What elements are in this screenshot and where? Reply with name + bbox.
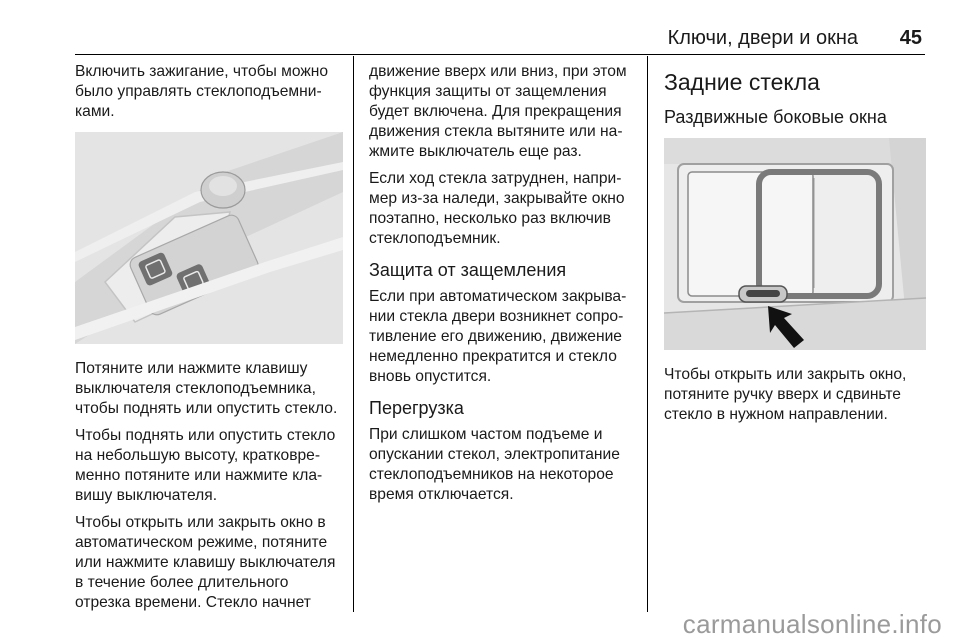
column-divider	[647, 56, 648, 612]
header-title: Ключи, двери и окна	[667, 27, 858, 49]
paragraph: Потяните или нажмите клавишу выключателя стеклоподъемника, чтобы поднять или опустить стекло.	[75, 360, 338, 417]
sliding-window-illustration	[664, 138, 926, 350]
paragraph: При слишком частом подъеме и опускании стекол, электропитание стеклоподъемников на некоторое время отключается.	[369, 426, 620, 503]
window-switch-illustration	[75, 132, 343, 344]
subheading: Перегрузка	[369, 398, 464, 418]
column-right	[664, 62, 926, 432]
section-heading: Задние стекла	[664, 69, 820, 95]
watermark: carmanualsonline.info	[682, 609, 942, 639]
column-left	[75, 62, 343, 620]
paragraph: движение вверх или вниз, при этом функция защиты от защемления будет включена. Для прекращения движения стекла вытяните или нажмите выключатель еще раз.	[369, 63, 627, 160]
paragraph: Чтобы открыть или закрыть окно в автоматическом режиме, потяните или нажмите клавишу выключателя в течение более длительного отрезка времени. Стекло начнет	[75, 514, 336, 611]
paragraph: Чтобы открыть или закрыть окно, потяните ручку вверх и сдвиньте стекло в нужном направлении.	[664, 366, 907, 423]
column-divider	[353, 56, 354, 612]
paragraph: Чтобы поднять или опустить стекло на небольшую высоту, кратковременно потяните или нажмите клавишу выключателя.	[75, 427, 336, 504]
paragraph: Включить зажигание, чтобы можно было управлять стеклоподъемниками.	[75, 63, 329, 120]
header-rule	[75, 54, 925, 55]
subheading: Защита от защемления	[369, 260, 567, 280]
paragraph: Если при автоматическом закрывании стекла двери возникнет сопротивление его движению, движение немедленно прекратится и стекло вновь опустится.	[369, 288, 627, 385]
page-number: 45	[899, 27, 922, 49]
column-middle	[369, 62, 634, 512]
subheading: Раздвижные боковые окна	[664, 107, 887, 127]
paragraph: Если ход стекла затруднен, например из-за наледи, закрывайте окно поэтапно, несколько раз включив стеклоподъемник.	[369, 170, 625, 247]
